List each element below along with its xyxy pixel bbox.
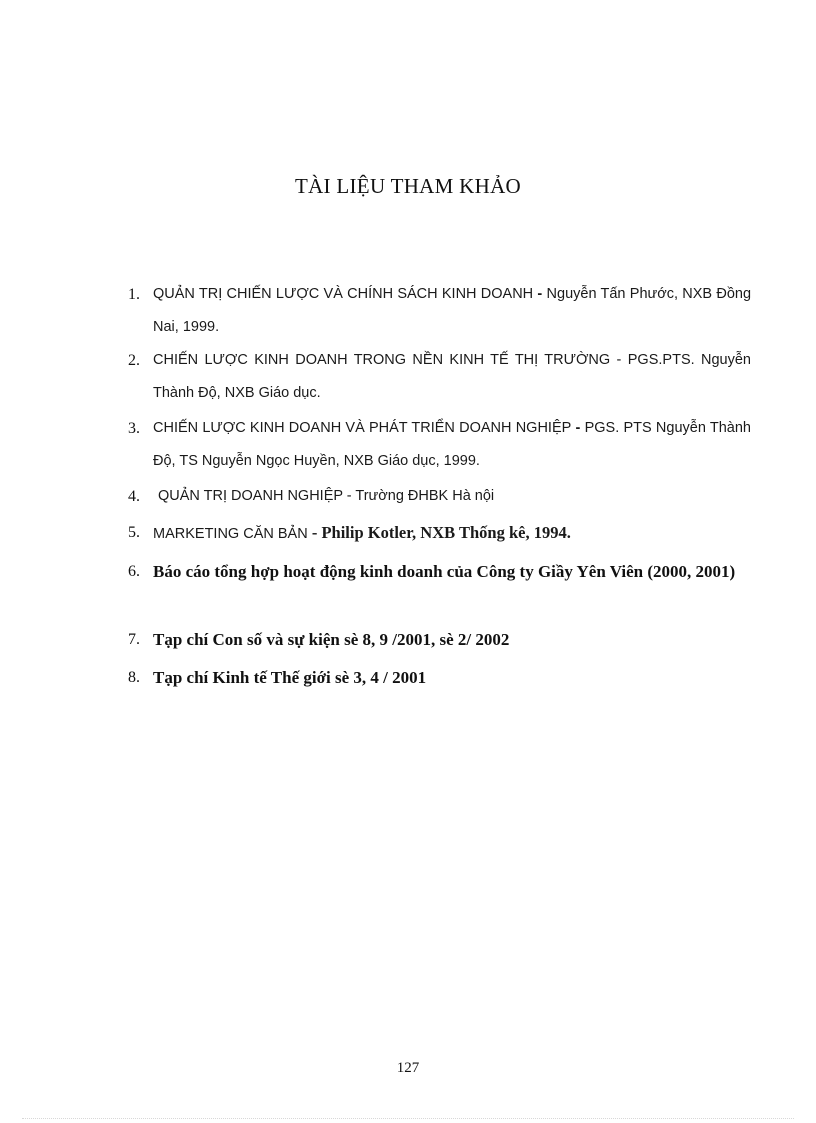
reference-text bbox=[153, 412, 751, 478]
reference-number: 7. bbox=[128, 631, 140, 648]
reference-title: MARKETING CĂN BẢN bbox=[153, 526, 308, 542]
reference-number: 3. bbox=[128, 420, 140, 437]
reference-details: Philip Kotler, NXB Thống kê, 1994. bbox=[321, 523, 571, 542]
reference-details: Nguyễn Tấn Phước, NXB Đồng Nai, 1999. bbox=[153, 286, 752, 335]
reference-number: 8. bbox=[128, 669, 140, 686]
reference-separator: - bbox=[342, 488, 356, 504]
reference-details: PGS.PTS. Nguyễn Thành Độ, NXB Giáo dục. bbox=[153, 352, 751, 401]
reference-number: 4. bbox=[128, 488, 140, 505]
reference-details: Trường ĐHBK Hà nội bbox=[355, 488, 495, 504]
reference-number: 6. bbox=[128, 563, 140, 580]
reference-details: PGS. PTS Nguyễn Thành Độ, TS Nguyễn Ngọc Huyền, NXB Giáo dục, 1999. bbox=[153, 420, 751, 469]
reference-title: QUẢN TRỊ CHIẾN LƯỢC VÀ CHÍNH SÁCH KINH DOANH bbox=[153, 286, 534, 302]
reference-separator: - bbox=[610, 352, 628, 368]
reference-title: CHIẾN LƯỢC KINH DOANH VÀ PHÁT TRIỂN DOANH NGHIỆP bbox=[153, 420, 572, 436]
reference-number: 1. bbox=[128, 286, 140, 303]
reference-title: QUẢN TRỊ DOANH NGHIỆP bbox=[158, 488, 343, 504]
reference-text: Tạp chí Con số và sự kiện sè 8, 9 /2001, sè 2/ 2002 bbox=[153, 630, 510, 649]
reference-separator: - bbox=[307, 523, 322, 542]
reference-number: 5. bbox=[128, 524, 140, 541]
page-number: 127 bbox=[396, 1060, 420, 1076]
reference-separator: - bbox=[533, 286, 547, 302]
reference-title: CHIẾN LƯỢC KINH DOANH TRONG NỀN KINH TẾ THỊ TRƯỜNG bbox=[153, 352, 611, 368]
reference-text: Báo cáo tổng hợp hoạt động kinh doanh của Công ty Giầy Yên Viên (2000, 2001) bbox=[153, 562, 736, 581]
reference-separator: - bbox=[571, 420, 585, 436]
reference-text: Tạp chí Kinh tế Thế giới sè 3, 4 / 2001 bbox=[153, 668, 427, 687]
reference-text bbox=[153, 344, 751, 410]
reference-text bbox=[153, 516, 751, 551]
reference-number: 2. bbox=[128, 352, 140, 369]
reference-text bbox=[158, 480, 756, 513]
page-title: TÀI LIỆU THAM KHẢO bbox=[294, 174, 522, 198]
reference-text bbox=[153, 278, 751, 344]
page-bottom-border bbox=[22, 1118, 794, 1119]
